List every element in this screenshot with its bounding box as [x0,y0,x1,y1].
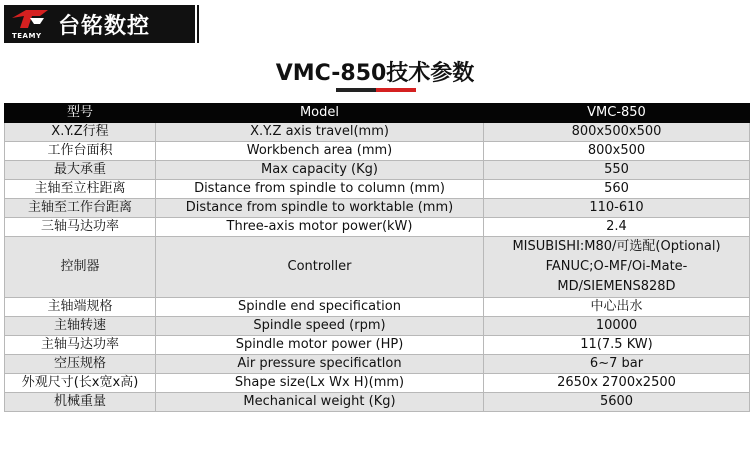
table-row [5,199,750,218]
table-row [5,298,750,317]
brand-name: 台铭数控 [58,13,151,39]
table-row [5,355,750,374]
spec-table [4,103,750,412]
param-value: 560 [484,180,750,199]
header-cell-cn: 型号 [5,104,156,123]
header [0,0,750,50]
table-row [5,218,750,237]
param-value: 800x500 [484,142,750,161]
param-value: 6~7 bar [484,355,750,374]
table-row [5,336,750,355]
table-row [5,317,750,336]
param-name-en: Three-axis motor power(kW) [156,218,484,237]
param-value: 110-610 [484,199,750,218]
param-name-cn: 最大承重 [5,161,156,180]
param-value: 550 [484,161,750,180]
param-name-cn: 机械重量 [5,393,156,412]
param-name-en: Spindle motor power (HP) [156,336,484,355]
param-value [484,237,750,298]
param-value-line: FANUC;O-MF/Oi-Mate- [545,259,688,274]
param-name-en: Spindle speed (rpm) [156,317,484,336]
param-name-cn: 主轴端规格 [5,298,156,317]
param-name-cn: 主轴马达功率 [5,336,156,355]
param-name-cn: 主轴至工作台距离 [5,199,156,218]
param-name-cn: 主轴转速 [5,317,156,336]
param-name-cn: 工作台面积 [5,142,156,161]
param-name-en: X.Y.Z axis travel(mm) [156,123,484,142]
param-value: 11(7.5 KW) [484,336,750,355]
page-title: VMC-850技术参数 [275,61,475,86]
table-row [5,161,750,180]
header-cell-en: Model [156,104,484,123]
table-row [5,237,750,298]
param-value: 10000 [484,317,750,336]
table-row [5,374,750,393]
param-name-en: Mechanical weight (Kg) [156,393,484,412]
param-name-en: Shape size(Lx Wx H)(mm) [156,374,484,393]
param-name-en: Max capacity (Kg) [156,161,484,180]
param-name-cn: 空压规格 [5,355,156,374]
param-name-en: Air pressure specificatlon [156,355,484,374]
table-row [5,123,750,142]
param-name-en: Distance from spindle to worktable (mm) [156,199,484,218]
param-name-en: Workbench area (mm) [156,142,484,161]
param-name-en: Controller [156,237,484,298]
logo-text: TEAMY [12,32,42,40]
divider-bar [197,5,199,43]
param-value-line: MD/SIEMENS828D [557,279,676,294]
param-value: 800x500x500 [484,123,750,142]
brand-logo[interactable] [4,5,192,43]
table-row [5,393,750,412]
teamy-logo-icon [4,5,54,43]
param-value: 2650x 2700x2500 [484,374,750,393]
table-row [5,180,750,199]
param-name-cn: 控制器 [5,237,156,298]
table-row [5,142,750,161]
param-name-en: Distance from spindle to column (mm) [156,180,484,199]
param-name-cn: 主轴至立柱距离 [5,180,156,199]
param-value: 5600 [484,393,750,412]
param-name-cn: X.Y.Z行程 [5,123,156,142]
title-underline-red [376,88,416,92]
param-name-cn: 三轴马达功率 [5,218,156,237]
param-value: 2.4 [484,218,750,237]
table-header-row [5,104,750,123]
param-name-cn: 外观尺寸(长x宽x高) [5,374,156,393]
param-value-line: MISUBISHI:M80/可选配(Optional) [512,239,721,254]
title-underline-dark [336,88,376,92]
divider-bar [192,5,195,43]
param-name-en: Spindle end specification [156,298,484,317]
header-cell-value: VMC-850 [484,104,750,123]
param-value: 中心出水 [484,298,750,317]
